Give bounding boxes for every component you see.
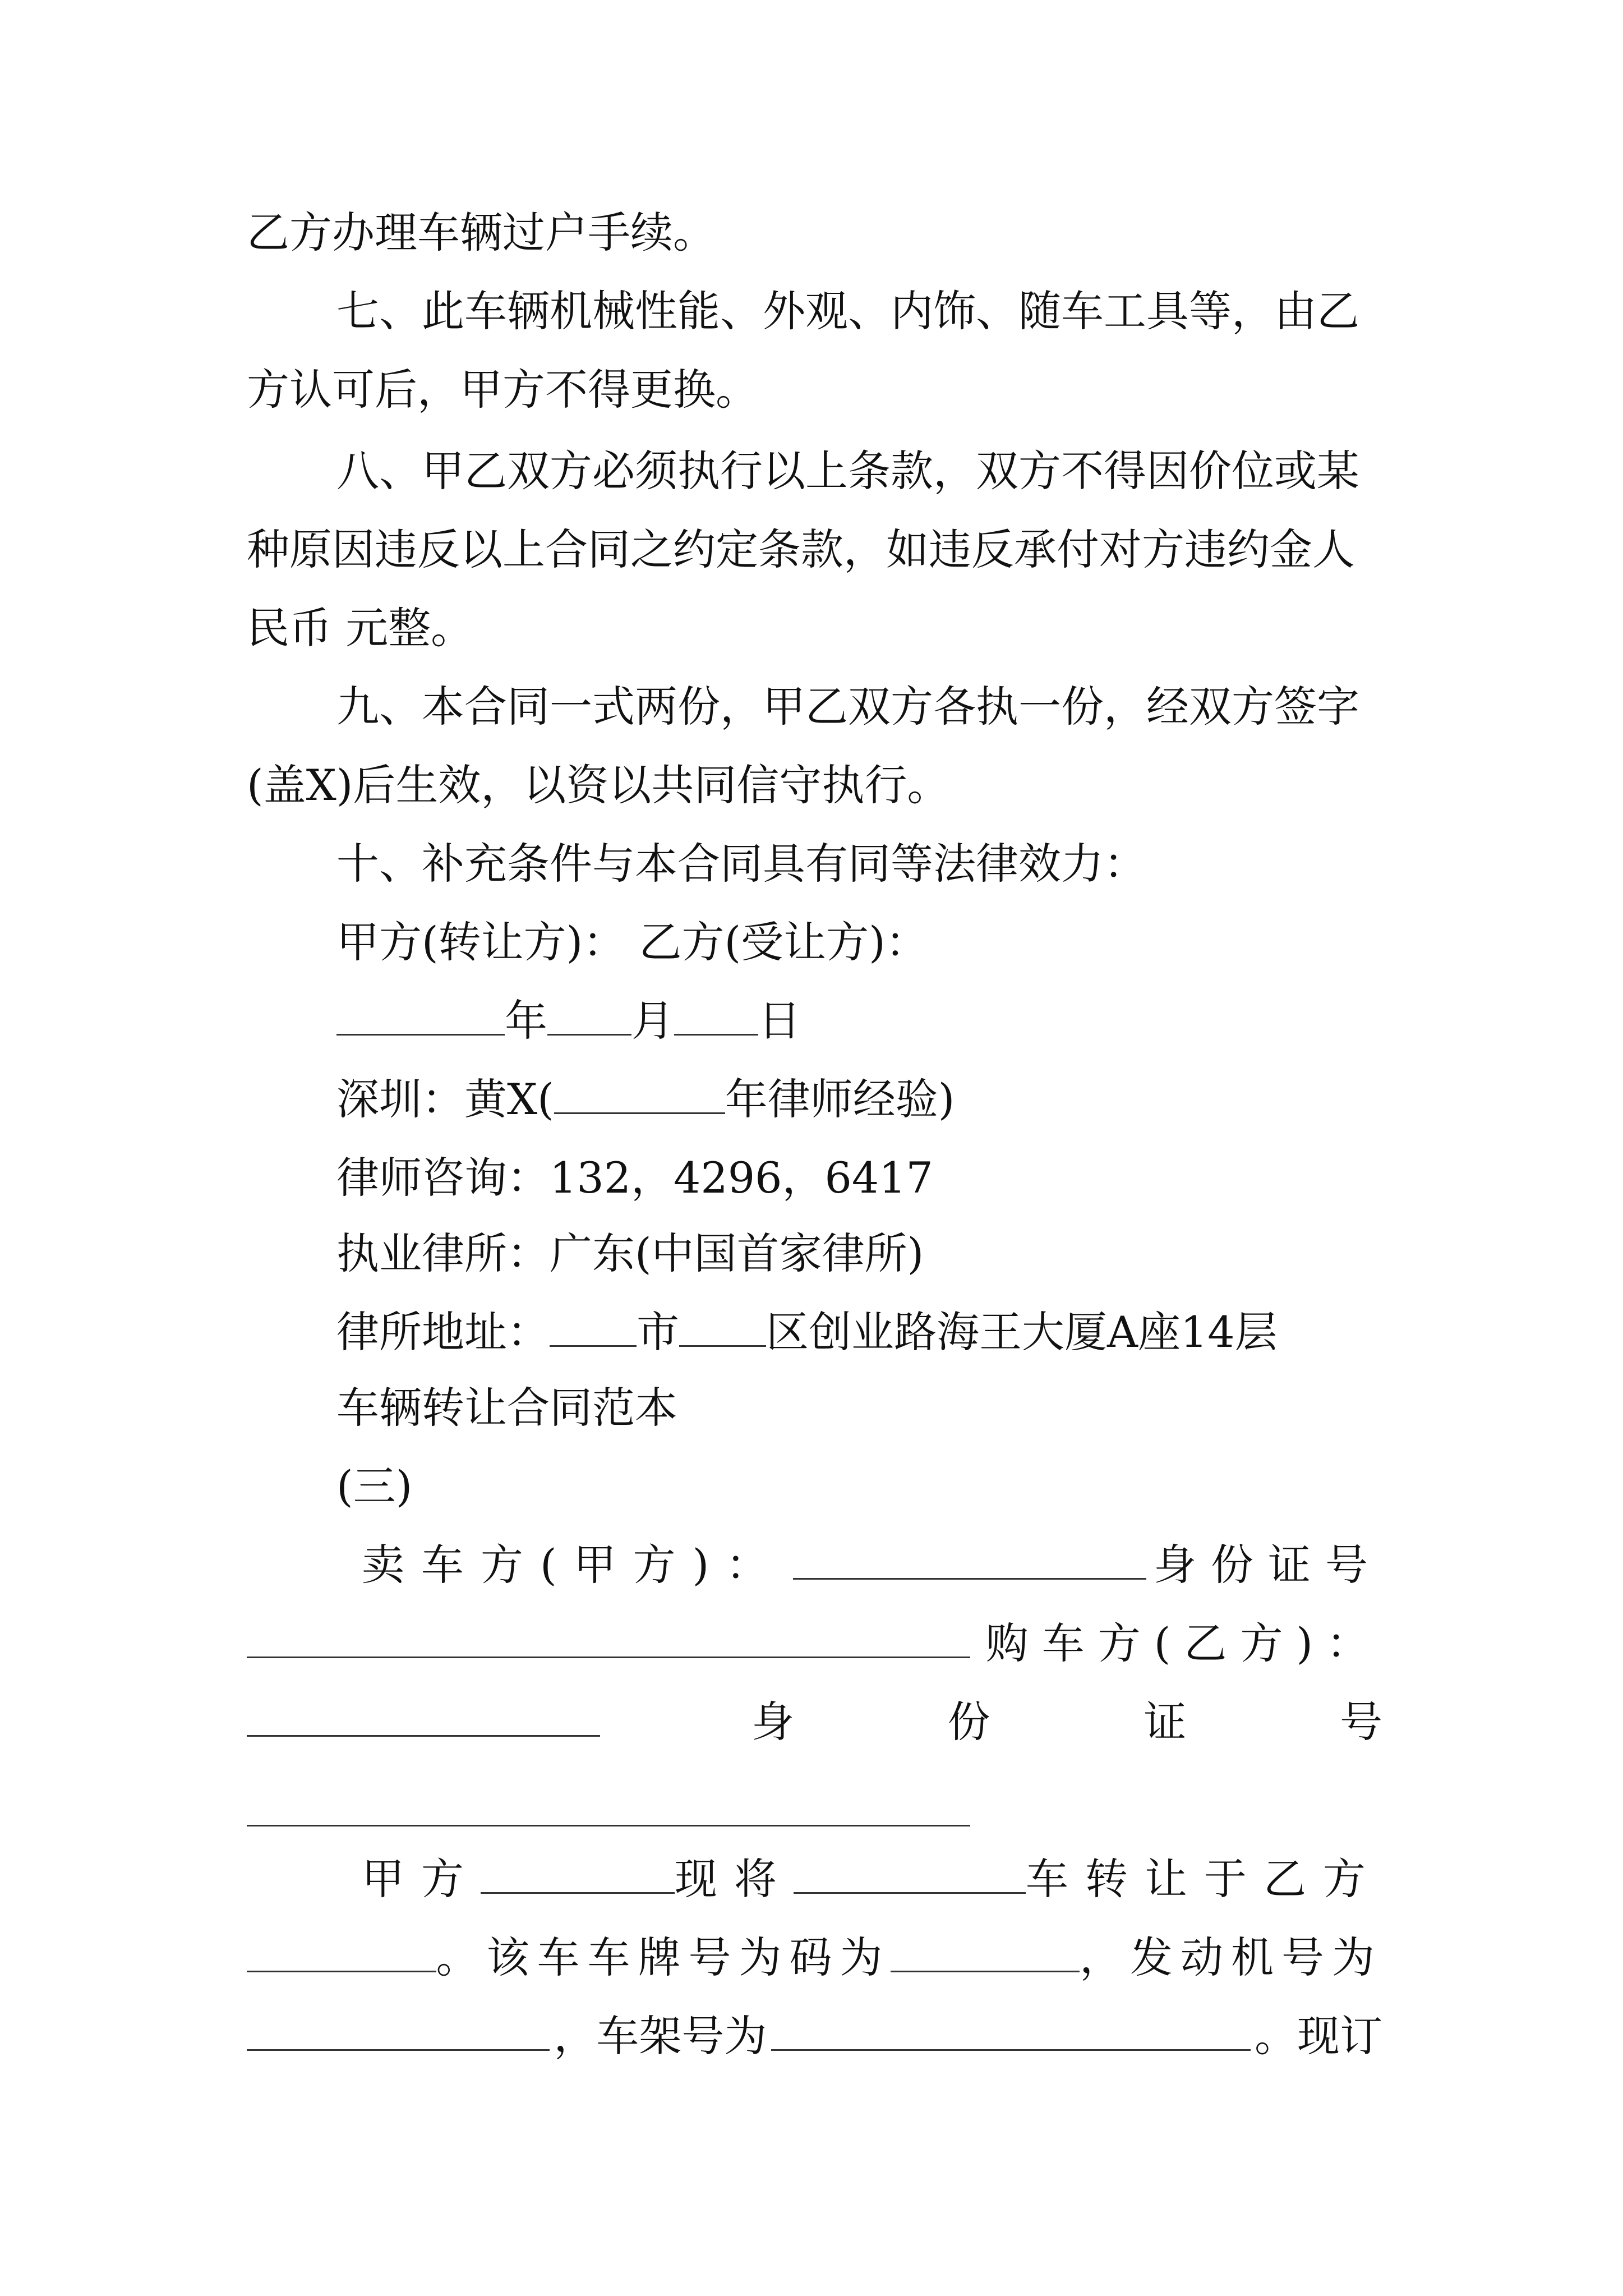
id-number-char: 份 [947,1697,990,1747]
lawyer-name: 深圳：黄X( [336,1074,554,1124]
buyer-label: 购车方(乙方)： [985,1618,1382,1668]
id-number-char: 证 [1144,1697,1187,1747]
seller-blank [793,1543,1146,1580]
text-line: 种原因违反以上合同之约定条款，如违反承付对方违约金人 [247,524,1355,574]
transfer-line [362,1851,1382,1907]
id-number-char: 身 [751,1697,794,1747]
clause-ten: 十、补充条件与本合同具有同等法律效力： [336,839,1146,889]
buyer-line [247,1616,1382,1672]
id-number-label-spread [751,1694,1382,1750]
buyer-id-blank-line [247,1784,970,1840]
transfer-label: 车转让于乙方 [1026,1854,1382,1904]
years-blank [554,1078,725,1114]
seller-line [362,1537,1382,1593]
firm-address [336,1304,1278,1360]
text-line: 乙方办理车辆过户手续。 [247,208,716,257]
buyer-blank [247,1700,600,1737]
date-line [336,993,801,1049]
frame-label: ，车架号为 [554,2011,767,2061]
year-blank [336,999,505,1036]
now-label: 现将 [674,1854,794,1904]
id-number-label: 身份证号 [1154,1540,1382,1590]
seller-id-blank [247,1622,970,1658]
address-rest: 区创业路海王大厦A座14层 [766,1307,1278,1357]
day-blank [674,999,758,1036]
party-b-blank [247,1936,436,1972]
text-line: 方认可后，甲方不得更换。 [247,365,758,415]
plate-label: 。该车车牌号为码为 [436,1932,891,1982]
buyer-id-blank [247,1790,970,1826]
city-label: 市 [637,1307,679,1357]
plate-blank [891,1936,1080,1972]
engine-label: ，发动机号为 [1080,1932,1382,1982]
clause-seven: 七、此车辆机械性能、外观、内饰、随车工具等，由乙 [336,286,1359,336]
address-label: 律所地址： [336,1307,550,1357]
experience-label: 年律师经验) [725,1074,955,1124]
now-sign-label: 。现订 [1254,2011,1382,2061]
clause-nine: 九、本合同一式两份，甲乙双方各执一份，经双方签字 [336,682,1359,731]
buyer-id-line [247,1694,1382,1750]
id-number-char: 号 [1339,1697,1382,1747]
id-number-spread [600,1694,1382,1750]
party-signature-line: 甲方(转让方)： 乙方(受让方)： [336,917,928,967]
section-number: (三) [336,1461,413,1511]
vehicle-blank [794,1857,1026,1894]
month-label: 月 [631,996,674,1046]
lawyer-line [336,1071,955,1128]
day-label: 日 [758,996,801,1046]
month-blank [547,999,631,1036]
year-label: 年 [505,996,547,1046]
text-line: 民币 元整。 [247,603,474,653]
text-line: (盖X)后生效，以资以共同信守执行。 [247,760,950,810]
clause-eight: 八、甲乙双方必须执行以上条款，双方不得因价位或某 [336,446,1359,496]
frame-line [247,2008,1382,2064]
seller-label: 卖车方(甲方)： [362,1540,786,1590]
party-a-blank [481,1857,675,1894]
engine-blank [247,2014,550,2051]
section-title: 车辆转让合同范本 [336,1383,677,1433]
consult-phone: 律师咨询：132，4296，6417 [336,1153,933,1203]
party-a-label: 甲方 [362,1854,481,1904]
law-firm: 执业律所：广东(中国首家律所) [336,1228,924,1278]
plate-line [247,1930,1382,1986]
city-blank [550,1310,637,1347]
district-blank [679,1310,766,1347]
frame-blank [771,2014,1251,2051]
